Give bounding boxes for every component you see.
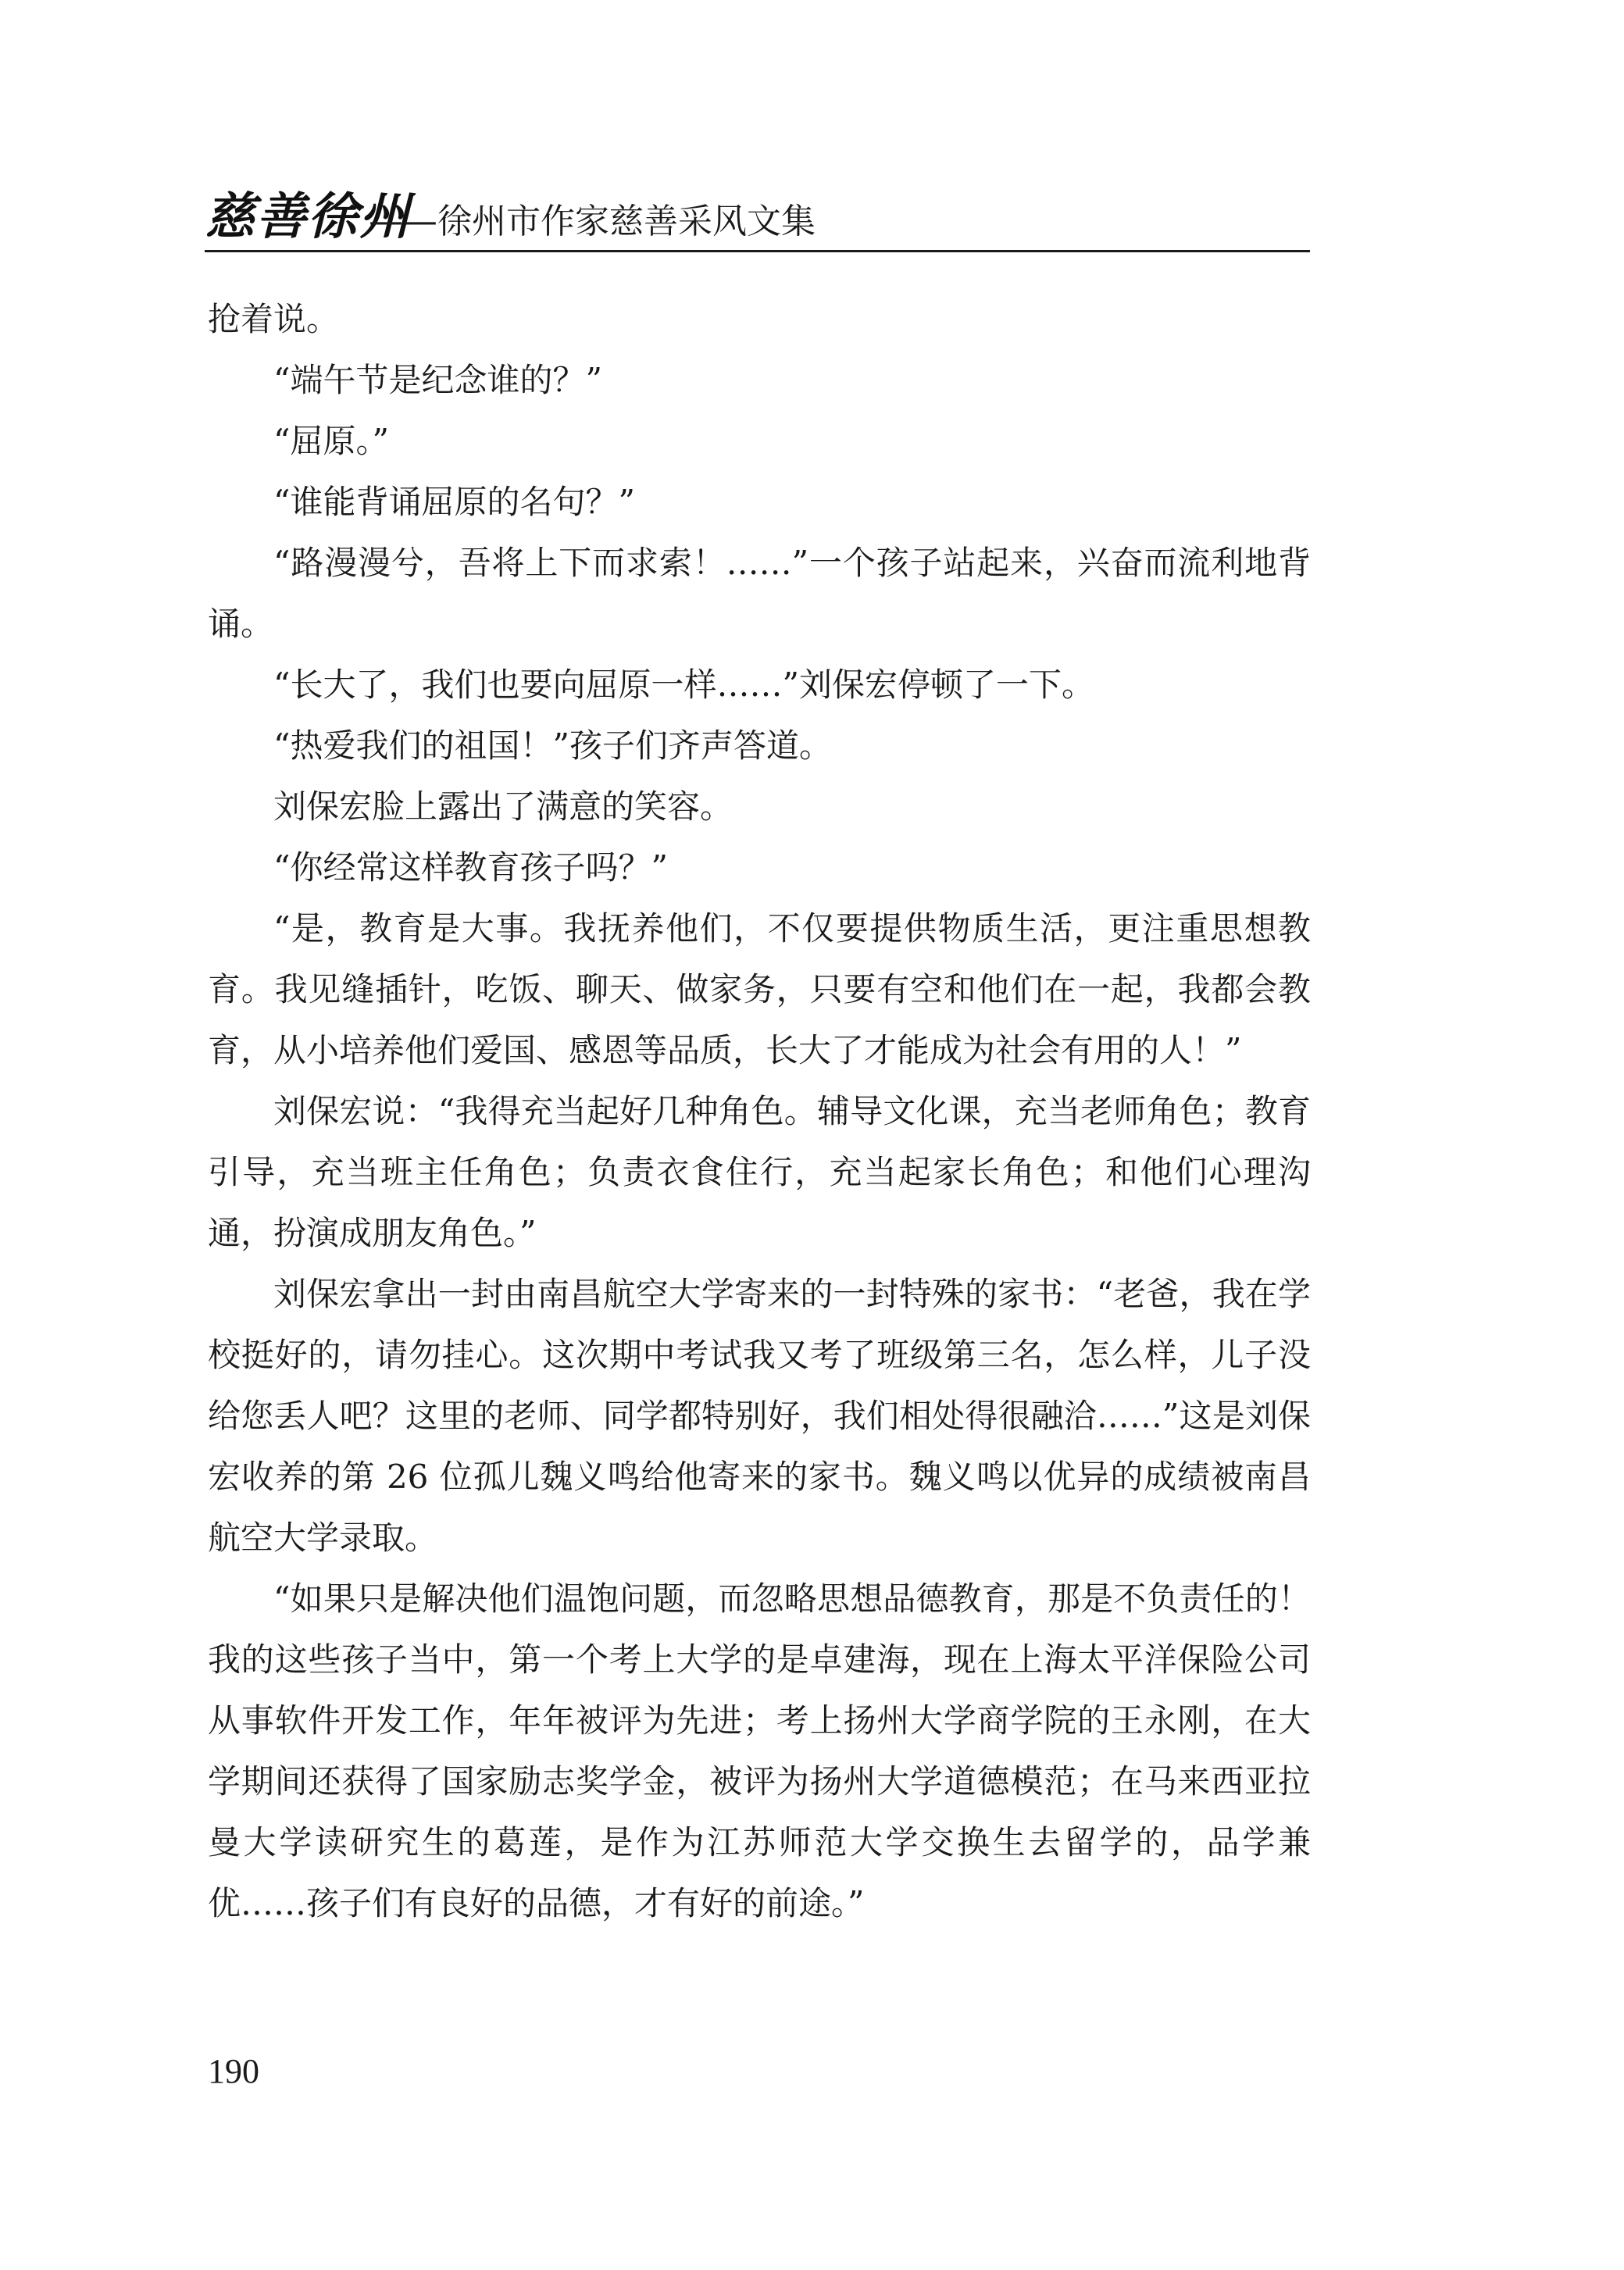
page-number: 190 [208, 2052, 259, 2090]
paragraph: “你经常这样教育孩子吗？” [273, 848, 668, 887]
paragraph: “是，教育是大事。我抚养他们，不仅要提供物质生活，更注重思想教育。我见缝插针，吃饭、聊天、做家务，只要有空和他们在一起，我都会教育，从小培养他们爱国、感恩等品质，长大了才能成为社会有用的人！” [208, 909, 1311, 1069]
book-logo: 慈善徐州 [205, 187, 411, 246]
paragraph: “端午节是纪念谁的？” [273, 361, 602, 399]
paragraph: “长大了，我们也要向屈原一样……”刘保宏停顿了一下。 [273, 666, 1094, 704]
book-subtitle: ——徐州市作家慈善采风文集 [369, 202, 816, 241]
running-header [205, 186, 1310, 255]
paragraph: “屈原。” [273, 422, 389, 460]
paragraph: “热爱我们的祖国！”孩子们齐声答道。 [273, 726, 832, 765]
paragraph: 刘保宏说：“我得充当起好几种角色。辅导文化课，充当老师角色；教育引导，充当班主任角色；负责衣食住行，充当起家长角色；和他们心理沟通，扮演成朋友角色。” [208, 1092, 1311, 1252]
body-text [208, 289, 1311, 1934]
paragraph: 刘保宏拿出一封由南昌航空大学寄来的一封特殊的家书：“老爸，我在学校挺好的，请勿挂心。这次期中考试我又考了班级第三名，怎么样，儿子没给您丢人吧？这里的老师、同学都特别好，我们相处得很融洽……”这是刘保宏收养的第 26 位孤儿魏义鸣给他寄来的家书。魏义鸣以优异的成绩被南昌航空大学录取。 [208, 1275, 1311, 1557]
paragraph: 抢着说。 [208, 300, 340, 338]
header-rule [205, 250, 1310, 252]
paragraph: “路漫漫兮，吾将上下而求索！……”一个孩子站起来，兴奋而流利地背诵。 [208, 544, 1311, 643]
paragraph: “谁能背诵屈原的名句？” [273, 483, 635, 521]
paragraph: “如果只是解决他们温饱问题，而忽略思想品德教育，那是不负责任的！我的这些孩子当中，第一个考上大学的是卓建海，现在上海太平洋保险公司从事软件开发工作，年年被评为先进；考上扬州大学商学院的王永刚，在大学期间还获得了国家励志奖学金，被评为扬州大学道德模范；在马来西亚拉曼大学读研究生的葛莲，是作为江苏师范大学交换生去留学的，品学兼优……孩子们有良好的品德，才有好的前途。” [208, 1579, 1311, 1922]
paragraph: 刘保宏脸上露出了满意的笑容。 [273, 787, 733, 826]
